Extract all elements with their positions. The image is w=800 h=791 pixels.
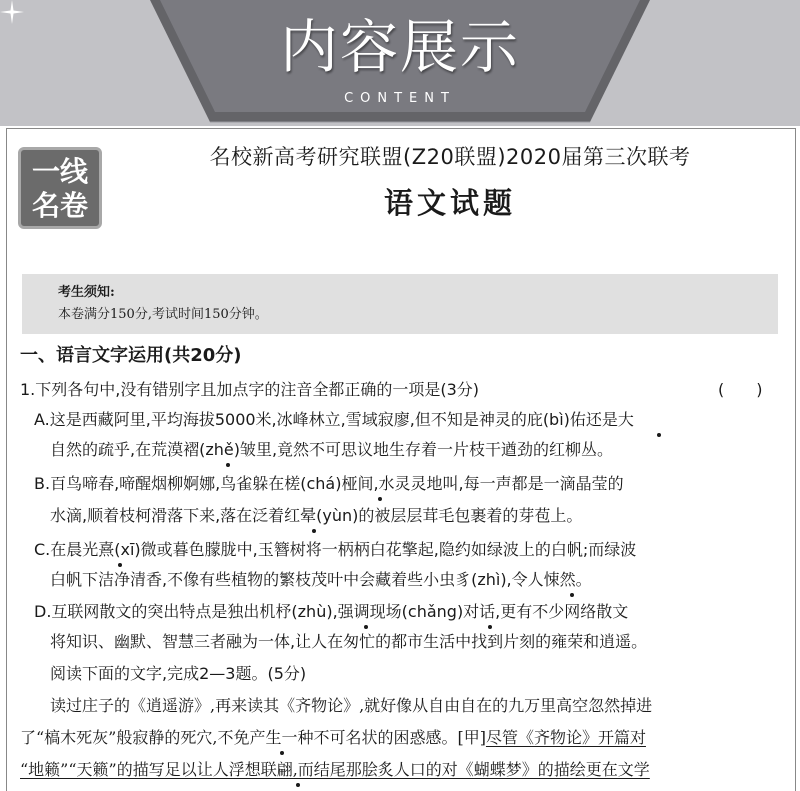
- exam-title: 语文试题: [383, 186, 516, 220]
- reading-intro: 阅读下面的文字,完成2—3题。(5分): [50, 664, 307, 683]
- option-a-line1: A.这是西藏阿里,平均海拔5000米,冰峰林立,雪域寂廖,但不知是神灵的庇(bì)佑还是大: [34, 410, 634, 429]
- option-a-line2: 自然的疏乎,在荒漠褶(zhě)皱里,竟然不可思议地生存着一片枝干遒劲的红柳丛。: [50, 440, 614, 459]
- option-c-line1: C.在晨光熹(xī)微或暮色朦胧中,玉簪树将一柄柄白花擎起,隐约如绿波上的白帆;而绿波: [34, 540, 637, 559]
- emphasis-dot: [364, 625, 368, 629]
- banner-subtitle: CONTENT: [344, 91, 456, 106]
- option-d-line1: D.互联网散文的突出特点是独出机杼(zhù),强调现场(chǎng)对话,更有不少网络散文: [34, 602, 629, 621]
- exam-header: 名校新高考研究联盟(Z20联盟)2020届第三次联考: [209, 145, 691, 169]
- option-d-line2: 将知识、幽默、智慧三者融为一体,让人在匆忙的都市生活中找到片刻的雍荣和逍遥。: [50, 632, 648, 651]
- passage-jia-underlined: 尽管《齐物论》开篇对: [485, 728, 646, 747]
- emphasis-dot: [312, 529, 316, 533]
- yixian-mingjuan-badge: [18, 147, 102, 229]
- option-b-line1: B.百鸟啼春,啼醒烟柳婀娜,鸟雀躲在槎(chá)桠间,水灵灵地叫,每一声都是一滴晶莹的: [34, 474, 624, 493]
- emphasis-dot: [296, 783, 300, 787]
- emphasis-dot: [570, 593, 574, 597]
- notice-box: [22, 274, 778, 334]
- emphasis-dot: [280, 751, 284, 755]
- passage-line2-text: 了“槁木死灰”般寂静的死穴,不免产生一种不可名状的困惑感。[甲]: [20, 728, 486, 747]
- passage-line3: “地籁”“天籁”的描写足以让人浮想联翩,而结尾那脍炙人口的对《蝴蝶梦》的描绘更在文学: [20, 760, 650, 779]
- answer-blank: ( ): [718, 380, 763, 399]
- section-heading: 一、语言文字运用(共20分): [20, 345, 242, 366]
- notice-label: 考生须知:: [58, 285, 115, 300]
- emphasis-dot: [118, 563, 122, 567]
- emphasis-dot: [657, 433, 661, 437]
- notice-text: 本卷满分150分,考试时间150分钟。: [58, 307, 268, 322]
- emphasis-dot: [226, 463, 230, 467]
- badge-line1: 一线: [31, 155, 88, 188]
- emphasis-dot: [378, 497, 382, 501]
- badge-line2: 名卷: [31, 189, 88, 222]
- question-stem: 1.下列各句中,没有错别字且加点字的注音全都正确的一项是(3分): [20, 380, 480, 399]
- banner-title: 内容展示: [279, 13, 520, 81]
- passage-line2: [20, 726, 646, 750]
- option-b-line2: 水滴,顺着枝柯滑落下来,落在泛着红晕(yùn)的被层层茸毛包裹着的芽苞上。: [50, 506, 583, 525]
- content-banner: [0, 0, 800, 126]
- passage-line1: 读过庄子的《逍遥游》,再来读其《齐物论》,就好像从自由自在的九万里高空忽然掉进: [50, 696, 653, 715]
- option-c-line2: 白帆下洁净清香,不像有些植物的繁枝茂叶中会藏着些小虫豸(zhì),令人悚然。: [50, 570, 592, 589]
- emphasis-dot: [488, 625, 492, 629]
- sparkle-icon: [0, 0, 24, 24]
